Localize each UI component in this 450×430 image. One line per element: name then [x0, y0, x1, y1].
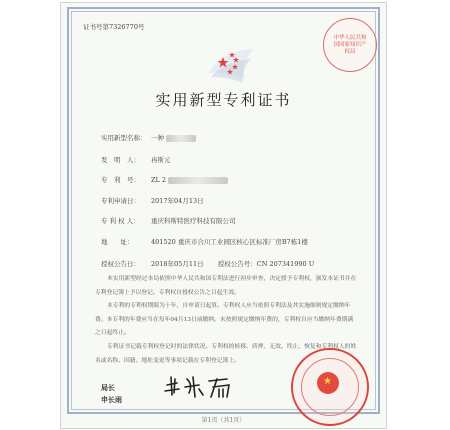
row-inventor: [101, 155, 171, 164]
patentee-label: 专 利 权 人：: [101, 217, 140, 225]
row-patent-number: [101, 175, 228, 184]
grant-date-value: 2018年05月11日: [151, 260, 204, 268]
director-title: 局长: [101, 383, 115, 392]
paragraph-3: 专利证书记载专利权登记时的法律状况。专利权的转移、质押、无效、终止、恢复和专利权人的姓名或名称、国籍、地址变更等事项记载在专利登记簿上。: [95, 344, 357, 364]
announcement-value: CN 207341990 U: [256, 260, 315, 268]
row-utility-name: [101, 133, 196, 142]
filing-date-value: 2017年04月13日: [151, 197, 204, 205]
star-icon: ★: [323, 376, 332, 387]
inventor-label: 发 明 人：: [101, 156, 140, 164]
patent-number-label: 专 利 号：: [101, 176, 140, 184]
page-title: 实用新型专利证书: [155, 91, 292, 109]
address-value: 401520 重庆市合川工业园区核心区标准厂房B7栋1楼: [151, 238, 308, 246]
paragraph-1: 本实用新型经过本局依照中华人民共和国专利法进行初步审查，决定授予专利权，颁发本证书并在专利登记簿上予以登记。专利权自授权公告之日起生效。: [95, 276, 357, 296]
page-footer: 第1页（共1页）: [201, 417, 246, 424]
grant-date-label: 授权公告日：: [101, 260, 140, 268]
row-address: [101, 237, 308, 246]
small-seal: [323, 18, 377, 72]
utility-name-value: 一种: [151, 134, 164, 142]
inventor-value: 冉斯元: [151, 156, 171, 164]
redacted-area: [166, 135, 196, 142]
announcement-label: 授权公告号：: [217, 260, 257, 268]
certificate-sheet: [60, 2, 387, 429]
small-seal-text: 中华人民共和国国家知识产权局: [333, 34, 367, 55]
flag-icon: [201, 43, 261, 85]
director-name: 申长雨: [101, 395, 122, 404]
row-patentee: [101, 216, 236, 225]
redacted-area: [168, 177, 228, 184]
patentee-value: 重庆科斯特医疗科技有限公司: [151, 217, 236, 225]
row-grant: [101, 259, 314, 268]
patent-number-value: ZL 2: [151, 176, 167, 184]
signature: [159, 371, 249, 401]
utility-name-label: 实用新型名称：: [101, 134, 147, 142]
paragraph-2: 本专利的专利权期限为十年，自申请日起算。专利权人应当依照专利法及其实施细则规定缴纳年费。本专利的年费应当在每年04月13日前缴纳。未按照规定缴纳年费的，专利权自应当缴纳年费期满之日起终止。: [95, 303, 354, 336]
filing-date-label: 专利申请日：: [101, 197, 140, 205]
row-filing-date: [101, 196, 204, 205]
address-label: 地 址：: [101, 238, 134, 246]
certificate-number: 证书号第7326770号: [83, 23, 145, 31]
